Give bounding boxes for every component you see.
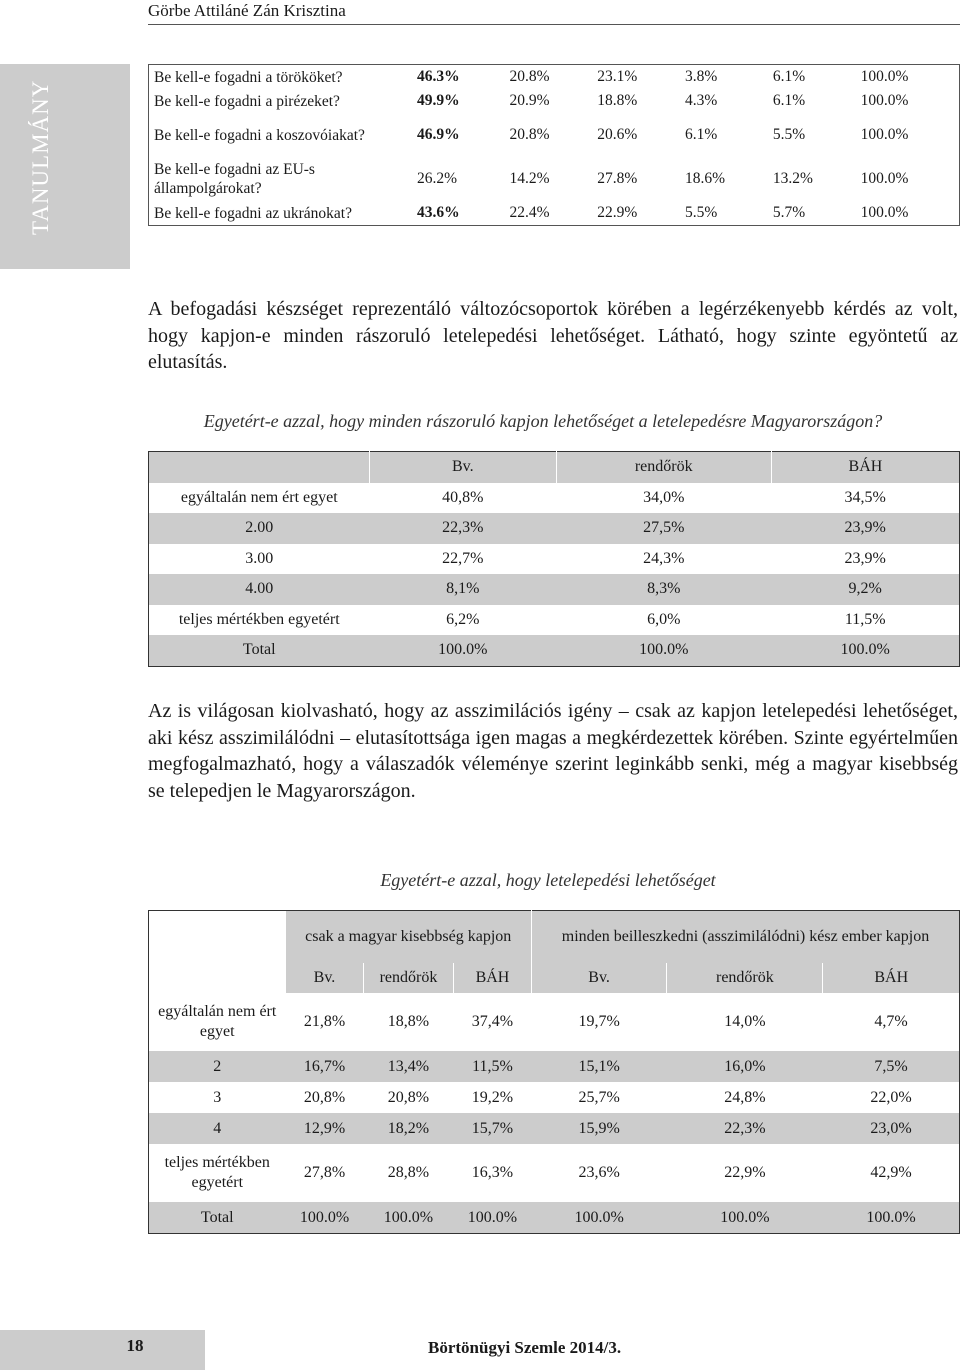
value-cell: 5.5% [685,204,718,221]
value-cell: 20,8% [387,1088,430,1106]
value-cell: 40,8% [442,488,484,506]
journal-title: Börtönügyi Szemle 2014/3. [428,1338,622,1357]
question-cell: Be kell-e fogadni a koszovóiakat? [154,126,365,144]
table-row [149,574,960,605]
row-label: 3.00 [245,549,274,567]
value-cell: 100.0% [860,92,909,109]
value-cell: 23,6% [578,1164,620,1181]
value-cell: 42,9% [870,1164,912,1181]
header-cell: BÁH [771,452,959,483]
table-row [149,65,960,90]
value-cell: 8,3% [556,574,771,605]
value-cell: 18.8% [597,92,638,109]
table-row [149,605,960,636]
value-cell: 100.0% [860,68,909,85]
value-cell: 100.0% [860,126,909,143]
value-cell: 23.1% [597,68,638,85]
value-cell: 22,0% [870,1088,912,1106]
value-cell: 13.2% [772,170,813,187]
value-cell: 37,4% [471,1013,514,1030]
value-cell: 46.3% [417,68,460,85]
table-header-row [149,452,960,483]
header-cell: Bv. [286,963,364,993]
value-cell: 5.7% [772,204,806,221]
value-cell: 22,3% [370,513,557,544]
value-cell: 8,1% [370,574,557,605]
empty-corner-cell [149,963,286,993]
header-cell: BÁH [453,963,531,993]
value-cell: 21,8% [303,1013,346,1030]
value-cell: 15,7% [453,1113,531,1144]
header-cell: rendőrök [363,963,453,993]
value-cell: 4.3% [685,92,718,109]
value-cell: 6,0% [647,610,681,628]
header-cell [149,452,370,483]
table-acceptance-by-nationality [148,64,960,226]
value-cell: 19,2% [471,1088,514,1106]
value-cell: 15,1% [531,1051,666,1082]
value-cell: 100.0% [860,170,909,187]
value-cell: 28,8% [387,1164,430,1181]
table-row [149,113,960,157]
table-row [149,513,960,544]
value-cell: 23,0% [823,1113,960,1144]
value-cell: 34,5% [844,488,886,506]
table-caption-1: Egyetért-e azzal, hogy minden rászoruló kapjon lehetőséget a letelepedésre Magyarországon? [203,411,883,431]
value-cell: 22.9% [597,204,638,221]
header-cell: Bv. [370,452,557,483]
value-cell: 19,7% [578,1013,620,1030]
value-cell: 27.8% [597,170,638,187]
row-label: Total [149,635,370,666]
value-cell: 20.8% [509,126,550,143]
value-cell: 14,0% [724,1013,766,1030]
value-cell: 6.1% [685,126,718,143]
question-cell: Be kell-e fogadni a törököket? [154,68,343,86]
row-label: Total [149,1202,286,1234]
value-cell: 43.6% [417,204,460,221]
value-cell: 27,5% [556,513,771,544]
value-cell: 16,3% [471,1164,514,1181]
table-row [149,483,960,514]
value-cell: 18,2% [363,1113,453,1144]
body-paragraph-1: A befogadási készséget reprezentáló változócsoportok körében a legérzékenyebb kérdés az volt, hogy kapjon-e minden rászoruló letelepedési lehetőséget. Látható, hogy szinte egyöntetű az elutasítás. [148,298,958,373]
group-header-assimilation: minden beilleszkedni (asszimilálódni) kész ember kapjon [531,911,959,964]
table-row [149,89,960,113]
question-cell: Be kell-e fogadni az EU-s állampolgárokat? [154,161,315,197]
value-cell: 11,5% [453,1051,531,1082]
value-cell: 13,4% [363,1051,453,1082]
empty-corner-cell [149,911,286,964]
table-row [149,993,960,1051]
value-cell: 100.0% [823,1202,960,1234]
group-header-minority: csak a magyar kisebbség kapjon [286,911,532,964]
value-cell: 24,8% [724,1088,766,1106]
value-cell: 12,9% [286,1113,364,1144]
header-rule [148,24,960,25]
value-cell: 23,9% [844,549,886,567]
header-cell: BÁH [823,963,960,993]
value-cell: 18.6% [685,170,726,187]
value-cell: 22,9% [724,1164,766,1181]
header-cell: Bv. [531,963,666,993]
value-cell: 100.0% [363,1202,453,1234]
row-label: 3 [213,1088,222,1106]
value-cell: 100.0% [453,1202,531,1234]
value-cell: 34,0% [643,488,685,506]
value-cell: 6.1% [772,68,806,85]
row-label: egyáltalán nem ért egyet [158,1003,277,1040]
value-cell: 100.0% [286,1202,364,1234]
row-label: egyáltalán nem ért egyet [180,488,338,506]
row-label: teljes mértékben egyetért [164,1154,270,1191]
value-cell: 3.8% [685,68,718,85]
section-tab [0,64,130,269]
value-cell: 5.5% [772,126,806,143]
question-cell: Be kell-e fogadni az ukránokat? [154,204,352,222]
value-cell: 7,5% [823,1051,960,1082]
value-cell: 100.0% [556,635,771,666]
value-cell: 24,3% [643,549,685,567]
value-cell: 22.4% [509,204,550,221]
table-row [149,1113,960,1144]
table-row [149,1144,960,1202]
value-cell: 25,7% [578,1088,620,1106]
value-cell: 9,2% [771,574,959,605]
row-label: 4.00 [149,574,370,605]
table-row [149,157,960,201]
row-label: 4 [149,1113,286,1144]
value-cell: 16,7% [286,1051,364,1082]
table-row [149,1202,960,1234]
table-row [149,635,960,666]
value-cell: 15,9% [531,1113,666,1144]
value-cell: 100.0% [667,1202,823,1234]
value-cell: 16,0% [667,1051,823,1082]
value-cell: 22,7% [442,549,484,567]
table-row [149,1051,960,1082]
table-header-row [149,963,960,993]
table-row [149,1082,960,1113]
value-cell: 6,2% [446,610,480,628]
value-cell: 46.9% [417,126,460,143]
row-label: teljes mértékben egyetért [178,610,340,628]
value-cell: 26.2% [417,170,458,187]
row-label: 2.00 [149,513,370,544]
value-cell: 100.0% [860,204,909,221]
page-number: 18 [126,1336,144,1355]
value-cell: 11,5% [844,610,886,628]
table-settlement-for-all [148,451,960,667]
table-row [149,201,960,226]
value-cell: 18,8% [387,1013,430,1030]
value-cell: 20.9% [509,92,550,109]
table-settlement-conditions [148,910,960,1234]
value-cell: 6.1% [772,92,806,109]
running-header-author: Görbe Attiláné Zán Krisztina [148,1,346,20]
value-cell: 27,8% [303,1164,346,1181]
table-row [149,544,960,575]
body-paragraph-2: Az is világosan kiolvasható, hogy az asszimilációs igény – csak az kapjon letelepedési lehetőséget, aki kész asszimilálódni – elutasítottsága igen magas a megkérdezettek körében. Szinte egyértelműen megfogalmazható, hogy a válaszadók véleménye szerint leginkább senki, még a magyar kisebbség se telepedjen le Magyarországon. [148,700,958,802]
question-cell: Be kell-e fogadni a pirézeket? [154,92,340,110]
value-cell: 100.0% [370,635,557,666]
header-cell: rendőrök [667,963,823,993]
value-cell: 20.8% [509,68,550,85]
section-label: TANULMÁNY [28,79,53,235]
table-group-header-row [149,911,960,964]
table-caption-2: Egyetért-e azzal, hogy letelepedési lehetőséget [380,870,716,890]
value-cell: 100.0% [531,1202,666,1234]
value-cell: 22,3% [667,1113,823,1144]
row-label: 2 [149,1051,286,1082]
value-cell: 20,8% [303,1088,346,1106]
value-cell: 100.0% [771,635,959,666]
value-cell: 23,9% [771,513,959,544]
value-cell: 49.9% [417,92,460,109]
value-cell: 20.6% [597,126,638,143]
header-cell: rendőrök [556,452,771,483]
value-cell: 14.2% [509,170,550,187]
value-cell: 4,7% [874,1013,908,1030]
